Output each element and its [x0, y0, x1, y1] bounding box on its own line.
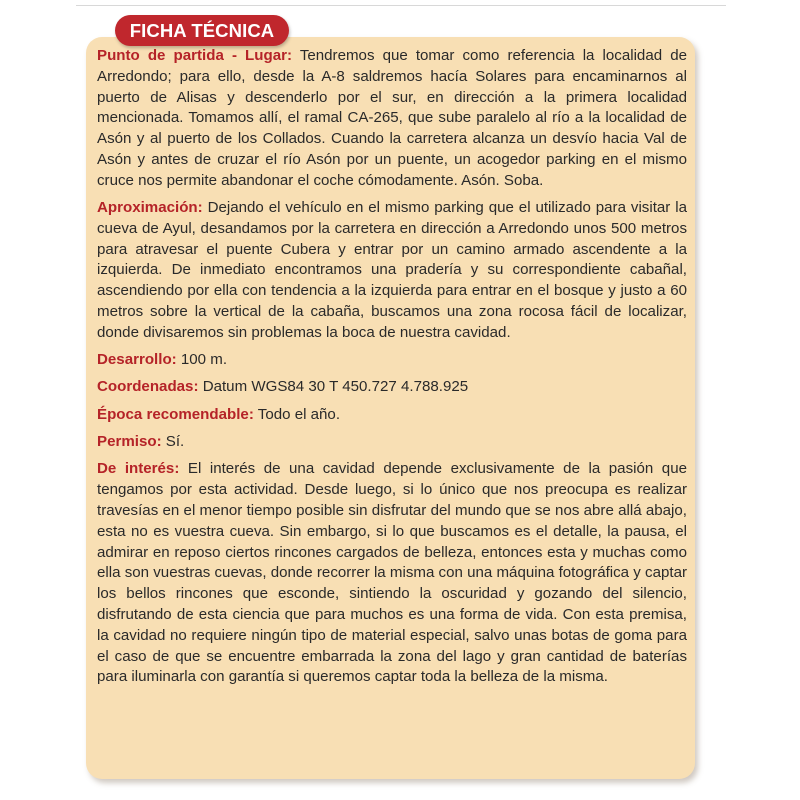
section-label: Permiso:	[97, 433, 162, 451]
section-text: Tendremos que tomar como referencia la localidad de Arredondo; para ello, desde la A-8 saldremos hacía Solares para encaminarnos al puerto de Alisas y descenderlo por el sur, en dirección a la primera localidad mencionada. Tomamos allí, el ramal CA-265, que sube paralelo al río a la localidad de Asón y al puerto de los Collados. Cuando la carretera alcanza un desvío hacia Val de Asón y antes de cruzar el río Asón por un puente, un acogedor parking en el mismo cruce nos permite abandonar el coche cómodamente. Asón. Soba.	[97, 47, 687, 189]
section-de-interes	[97, 459, 687, 688]
section-text: 100 m.	[180, 351, 228, 369]
section-text: Sí.	[165, 433, 185, 451]
section-aproximacion	[97, 198, 687, 344]
section-punto-de-partida	[97, 46, 687, 192]
section-epoca-recomendable	[97, 405, 687, 426]
section-label: Desarrollo:	[97, 351, 177, 369]
section-text: El interés de una cavidad depende exclusivamente de la pasión que tengamos por esta actividad. Desde luego, si lo único que nos preocupa es realizar travesías en el menor tiempo posible sin disfrutar del mundo que se nos abre allá abajo, esta no es vuestra cueva. Sin embargo, si lo que buscamos es el detalle, la pausa, el admirar en reposo ciertos rincones cargados de belleza, entonces esta y muchas como ella son vuestras cuevas, donde recorrer la misma con una máquina fotográfica y captar los bellos rincones que esconde, sintiendo la oscuridad y gozando del silencio, disfrutando de esta ciencia que para muchos es una forma de vida. Con esta premisa, la cavidad no requiere ningún tipo de material especial, salvo unas botas de goma para el caso de que se encuentre embarrada la zona del lago y gran cantidad de baterías para iluminarla con garantía si queremos captar toda la belleza de la misma.	[97, 460, 687, 686]
section-label: Punto de partida - Lugar:	[97, 47, 293, 64]
section-coordenadas	[97, 377, 687, 398]
title-tab	[115, 15, 289, 46]
top-divider	[76, 5, 726, 6]
section-label: Aproximación:	[97, 199, 203, 217]
section-label: Época recomendable:	[97, 405, 254, 423]
section-text: Todo el año.	[257, 405, 341, 423]
section-permiso	[97, 432, 687, 453]
section-text: Datum WGS84 30 T 450.727 4.788.925	[202, 378, 469, 396]
section-text: Dejando el vehículo en el mismo parking que el utilizado para visitar la cueva de Ayul, desandamos por la carretera en dirección a Arredondo unos 500 metros para atravesar el puente Cubera y entrar por un camino armado ascendente a la izquierda. De inmediato encontramos una pradería y su correspondiente cabañal, ascendiendo por ella con tendencia a la izquierda para entrar en el bosque y justo a 60 metros sobre la vertical de la cabaña, buscamos una zona rocosa fácil de localizar, donde divisaremos sin problemas la boca de nuestra cavidad.	[97, 199, 687, 341]
section-desarrollo	[97, 350, 687, 371]
card-title: FICHA TÉCNICA	[129, 19, 275, 41]
section-label: Coordenadas:	[97, 378, 199, 396]
card-content	[97, 46, 687, 695]
section-label: De interés:	[97, 460, 180, 478]
